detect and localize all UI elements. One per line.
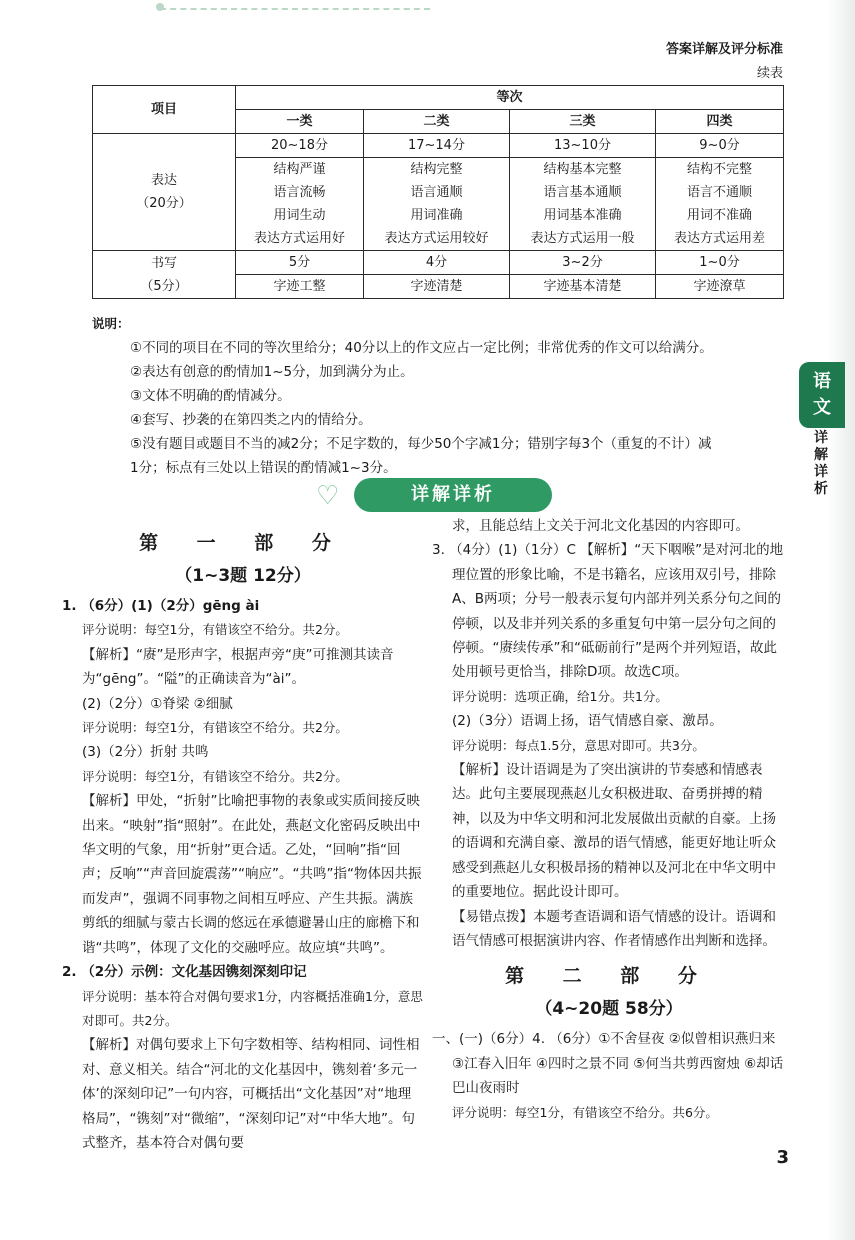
writing-desc: 字迹潦草 [656, 275, 784, 299]
scoring-note: 评分说明：每空1分，有错该空不给分。共2分。 [82, 622, 348, 638]
item-header: 项目 [93, 86, 236, 134]
heart-icon: ♡ [316, 481, 340, 511]
grade-4: 四类 [656, 110, 784, 134]
section-banner [316, 478, 556, 514]
top-decoration [160, 8, 430, 20]
table-continued-label: 续表 [756, 66, 783, 81]
answer-line: (2)（2分）①脊梁 ②细腻 [82, 695, 233, 712]
scoring-note: 评分说明：每空1分，有错该空不给分。共2分。 [82, 720, 348, 736]
banner-title: 详解详析 [354, 478, 552, 512]
writing-desc: 字迹基本清楚 [509, 275, 655, 299]
answer-line: 1. （6分）(1)（2分）gēng ài [62, 598, 260, 614]
analysis: 求，且能总结上文关于河北文化基因的内容即可。 [452, 518, 749, 534]
answer-line: 2. （2分）示例：文化基因镌刻深刻印记 [62, 964, 307, 981]
answer-line: (3)（2分）折射 共鸣 [82, 744, 209, 761]
note-item: ①不同的项目在不同的等次里给分；40分以上的作文应占一定比例；非常优秀的作文可以给满分。 [130, 340, 713, 356]
note-item: ②表达有创意的酌情加1~5分，加到满分为止。 [130, 364, 414, 380]
part-subtitle: （1~3题 12分） [175, 566, 311, 586]
expression-range: 20~18分 [236, 134, 364, 158]
writing-score: 1~0分 [656, 251, 784, 275]
scoring-notes [92, 312, 792, 480]
scoring-note: 评分说明：基本符合对偶句要求1分，内容概括准确1分，意思对即可。共2分。 [82, 988, 423, 1028]
expression-criteria-1: 结构严谨 语言流畅 用词生动 表达方式运用好 [236, 158, 364, 251]
answer-line: (2)（3分）语调上扬，语气情感自豪、激昂。 [452, 713, 723, 730]
grade-3: 三类 [509, 110, 655, 134]
note-item: ⑤没有题目或题目不当的减2分；不足字数的，每少50个字减1分；错别字每3个（重复的不计）减 [130, 436, 712, 452]
scoring-note: 评分说明：每空1分，有错该空不给分。共6分。 [452, 1104, 718, 1120]
note-item: ③文体不明确的酌情减分。 [130, 388, 291, 404]
expression-range: 13~10分 [509, 134, 655, 158]
note-item: 1分；标点有三处以上错误的酌情减1~3分。 [130, 460, 397, 476]
note-item: ④套写、抄袭的在第四类之内的情给分。 [130, 412, 372, 428]
expression-label: 表达 （20分） [93, 134, 236, 251]
left-column [62, 526, 424, 1155]
writing-score: 4分 [363, 251, 509, 275]
writing-label: 书写 （5分） [93, 251, 236, 299]
scoring-note: 评分说明：选项正确，给1分。共1分。 [452, 688, 668, 704]
scoring-note: 评分说明：每空1分，有错该空不给分。共2分。 [82, 768, 348, 784]
analysis: 【解析】甲处，“折射”比喻把事物的表象或实质间接反映出来。“映射”指“照射”。在此处，燕赵文化密码反映出中华文明的气象，用“折射”更合适。乙处，“回响”指“回声；反响”“声音回旋震荡”“响应”。“共鸣”指“物体因共振而发声”，强调不同事物之间相互呼应、产生共振。满族剪纸的细腻与蒙古长调的悠远在承德避暑山庄的廊檐下和谐“共鸣”，体现了文化的交融呼应。故应填“共鸣”。 [82, 793, 422, 956]
writing-score: 5分 [236, 251, 364, 275]
scoring-table [92, 85, 784, 299]
writing-desc: 字迹工整 [236, 275, 364, 299]
part-title: 第 一 部 分 [139, 532, 347, 554]
writing-desc: 字迹清楚 [363, 275, 509, 299]
grade-header: 等次 [236, 86, 784, 110]
scoring-note: 评分说明：每点1.5分，意思对即可。共3分。 [452, 737, 705, 753]
expression-range: 9~0分 [656, 134, 784, 158]
grade-1: 一类 [236, 110, 364, 134]
expression-criteria-4: 结构不完整 语言不通顺 用词不准确 表达方式运用差 [656, 158, 784, 251]
answer-line: 3. （4分）(1)（1分）C 【解析】“天下咽喉”是对河北的地理位置的形象比喻，不是书籍名，应该用双引号，排除A、B两项；分号一般表示复句内部并列关系分句之间的停顿，以及非并列关系的多重复句中第一层分句之间的停顿。“赓续传承”和“砥砺前行”是两个并列短语，故此处用顿号更恰当，排除D项。故选C项。 [432, 542, 784, 681]
grade-2: 二类 [363, 110, 509, 134]
expression-criteria-3: 结构基本完整 语言基本通顺 用词基本准确 表达方式运用一般 [509, 158, 655, 251]
header-title: 答案详解及评分标准 [665, 42, 783, 57]
notes-label: 说明： [92, 316, 130, 331]
section-side-label: 详 解 详 析 [814, 430, 828, 497]
expression-range: 17~14分 [363, 134, 509, 158]
page-number: 3 [776, 1147, 789, 1168]
part-subtitle: （4~20题 58分） [535, 999, 683, 1020]
part-title: 第 二 部 分 [505, 965, 713, 988]
page-edge [827, 0, 855, 1240]
right-column [432, 514, 786, 1125]
analysis: 【解析】对偶句要求上下句字数相等、结构相同、词性相对、意义相关。结合“河北的文化基因中，镌刻着‘多元一体’的深刻印记”一句内容，可概括出“文化基因”对“地理格局”，“镌刻”对“微缩”，“深刻印记”对“中华大地”。句式整齐，基本符合对偶句要 [82, 1037, 420, 1151]
error-tip: 【易错点拨】本题考查语调和语气情感的设计。语调和语气情感可根据演讲内容、作者情感作出判断和选择。 [452, 908, 776, 949]
answer-line: 一、(一)（6分）4. （6分）①不舍昼夜 ②似曾相识燕归来 ③江春入旧年 ④四时之景不同 ⑤何当共剪西窗烛 ⑥却话巴山夜雨时 [432, 1031, 784, 1097]
analysis: 【解析】“赓”是形声字，根据声旁“庚”可推测其读音为“gēng”。“隘”的正确读音为“ài”。 [82, 646, 394, 688]
expression-criteria-2: 结构完整 语言通顺 用词准确 表达方式运用较好 [363, 158, 509, 251]
subject-tab: 语 文 [799, 362, 845, 428]
analysis: 【解析】设计语调是为了突出演讲的节奏感和情感表达。此句主要展现燕赵儿女积极进取、奋勇拼搏的精神，以及为中华文明和河北发展做出贡献的自豪。上扬的语调和充满自豪、激昂的语气情感，能更好地让听众感受到燕赵儿女积极昂扬的精神以及河北在中华文明中的重要地位。据此设计即可。 [452, 762, 776, 901]
writing-score: 3~2分 [509, 251, 655, 275]
